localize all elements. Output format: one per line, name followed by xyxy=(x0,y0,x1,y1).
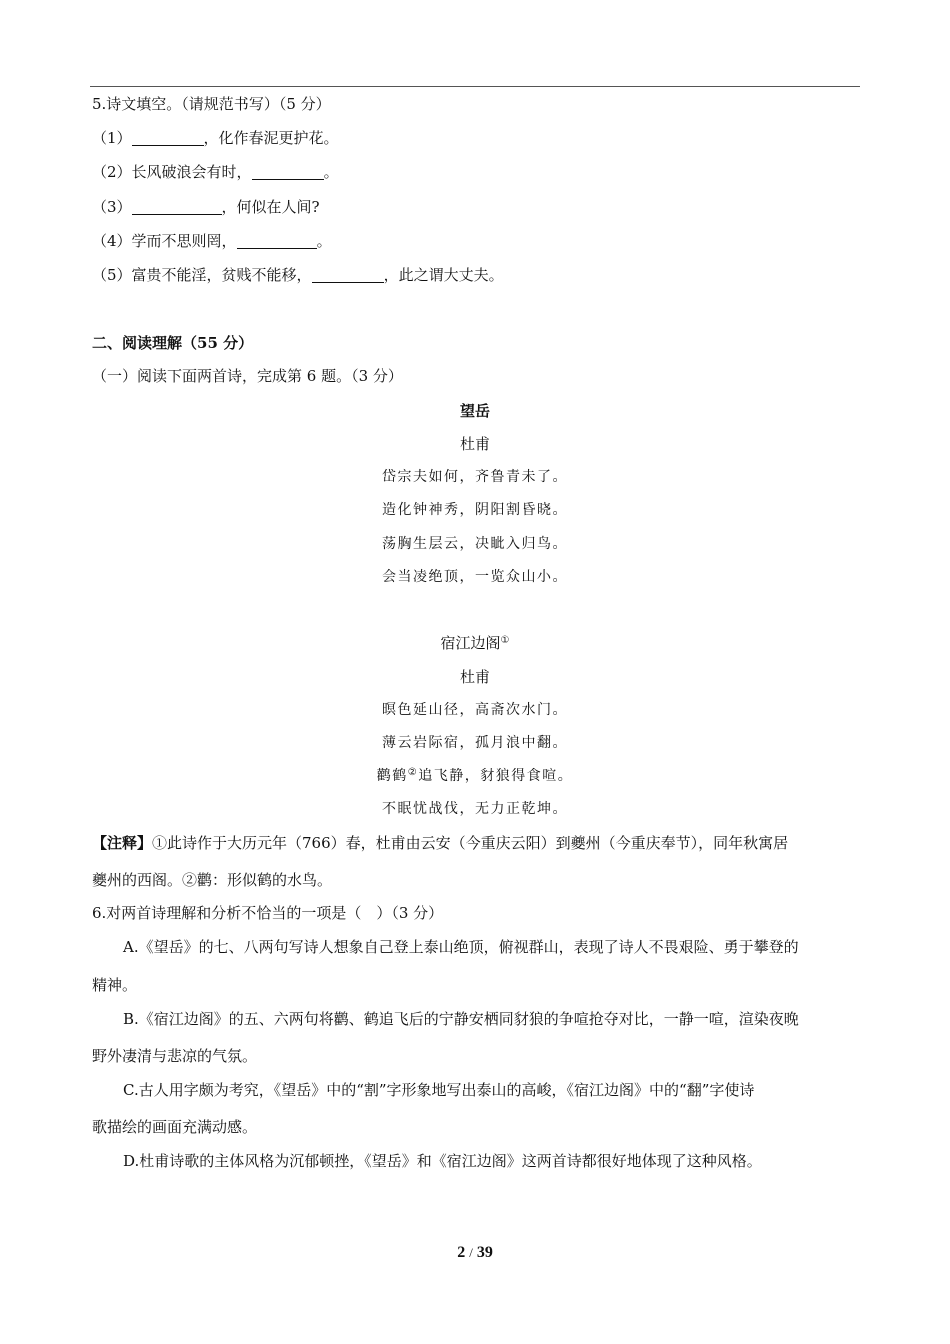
q5-item-5 xyxy=(92,265,504,285)
q5-item-4-text: 学而不思则罔， xyxy=(131,232,237,250)
q5-item-3 xyxy=(92,197,320,217)
note-line-2: 夔州的西阁。②鹳：形似鹤的水鸟。 xyxy=(92,871,333,889)
poem-1-title: 望岳 xyxy=(459,402,490,420)
poem-2-title xyxy=(0,633,950,653)
page-separator: / xyxy=(469,1245,473,1260)
q5-item-1-blank[interactable] xyxy=(132,131,204,146)
q5-item-1-num: （1） xyxy=(92,129,132,147)
q6-option-c[interactable]: C.古人用字颇为考究，《望岳》中的“割”字形象地写出泰山的高峻，《宿江边阁》中的“翻”字使诗 xyxy=(123,1081,755,1099)
note-label: 【注释】 xyxy=(92,834,153,852)
page-current: 2 xyxy=(457,1244,466,1261)
poem-2-line-3-b: 追飞静，豺狼得食喧。 xyxy=(418,768,574,784)
poem-2-line-4: 不眠忧战伐，无力正乾坤。 xyxy=(382,801,568,817)
q5-item-5-num: （5） xyxy=(92,266,132,284)
q5-title: 5.诗文填空。（请规范书写）（5 分） xyxy=(92,95,331,113)
poem-1-author: 杜甫 xyxy=(459,435,490,453)
poem-2-line-3 xyxy=(0,766,950,786)
poem-1-line-4: 会当凌绝顶，一览众山小。 xyxy=(382,569,568,585)
poem-2-line-3-mark: ② xyxy=(407,767,419,778)
q6-option-a-cont: 精神。 xyxy=(92,976,138,994)
poem-1-line-3: 荡胸生层云，决眦入归鸟。 xyxy=(382,536,568,552)
q5-item-2 xyxy=(92,162,339,182)
q5-item-4-end: 。 xyxy=(316,232,332,250)
q5-item-3-blank[interactable] xyxy=(132,200,222,215)
header-rule xyxy=(90,86,860,87)
note-line-1 xyxy=(92,833,788,853)
q5-item-5-text: 富贵不能淫，贫贱不能移， xyxy=(131,266,312,284)
q5-item-5-end: ，此之谓大丈夫。 xyxy=(383,266,504,284)
q5-item-3-text: ，何似在人间? xyxy=(221,198,320,216)
q6-option-c-cont: 歌描绘的画面充满动感。 xyxy=(92,1118,258,1136)
q5-item-2-num: （2） xyxy=(92,163,132,181)
q5-item-5-blank[interactable] xyxy=(312,268,384,283)
q6-title: 6.对两首诗理解和分析不恰当的一项是（ ）（3 分） xyxy=(92,904,444,922)
q5-item-1 xyxy=(92,128,339,148)
page-number xyxy=(0,1244,950,1262)
poem-1-line-2: 造化钟神秀，阴阳割昏晓。 xyxy=(382,502,568,518)
q6-option-b-cont: 野外凄清与悲凉的气氛。 xyxy=(92,1047,258,1065)
q5-item-4 xyxy=(92,231,332,251)
section-2-title: 二、阅读理解（55 分） xyxy=(92,334,254,352)
page-total: 39 xyxy=(476,1244,493,1261)
q5-item-2-text: 长风破浪会有时， xyxy=(131,163,252,181)
q5-item-4-num: （4） xyxy=(92,232,132,250)
q5-item-4-blank[interactable] xyxy=(237,234,317,249)
q6-option-b[interactable]: B.《宿江边阁》的五、六两句将鹳、鹤追飞后的宁静安栖同豺狼的争喧抢夺对比，一静一喧，渲染夜晚 xyxy=(123,1010,799,1028)
q5-item-3-num: （3） xyxy=(92,198,132,216)
poem-2-line-1: 暝色延山径，高斋次水门。 xyxy=(382,702,568,718)
section-2-sub-1: （一）阅读下面两首诗，完成第 6 题。（3 分） xyxy=(92,367,403,385)
poem-1-line-1: 岱宗夫如何，齐鲁青未了。 xyxy=(382,469,568,485)
q5-item-2-end: 。 xyxy=(323,163,339,181)
poem-2-footnote-mark: ① xyxy=(500,635,510,646)
poem-2-line-2: 薄云岩际宿，孤月浪中翻。 xyxy=(382,735,568,751)
poem-2-author: 杜甫 xyxy=(459,668,490,686)
q5-item-2-blank[interactable] xyxy=(252,165,324,180)
note-text-1: ①此诗作于大历元年（766）春，杜甫由云安（今重庆云阳）到夔州（今重庆奉节），同年秋寓居 xyxy=(152,834,789,852)
q6-option-d[interactable]: D.杜甫诗歌的主体风格为沉郁顿挫，《望岳》和《宿江边阁》这两首诗都很好地体现了这种风格。 xyxy=(123,1152,762,1170)
poem-2-title-text: 宿江边阁 xyxy=(440,634,501,652)
q5-item-1-text: ，化作春泥更护花。 xyxy=(203,129,339,147)
poem-2-line-3-a: 鹳鹤 xyxy=(376,768,408,784)
q6-option-a[interactable]: A.《望岳》的七、八两句写诗人想象自己登上泰山绝顶，俯视群山，表现了诗人不畏艰险、勇于攀登的 xyxy=(123,938,799,956)
